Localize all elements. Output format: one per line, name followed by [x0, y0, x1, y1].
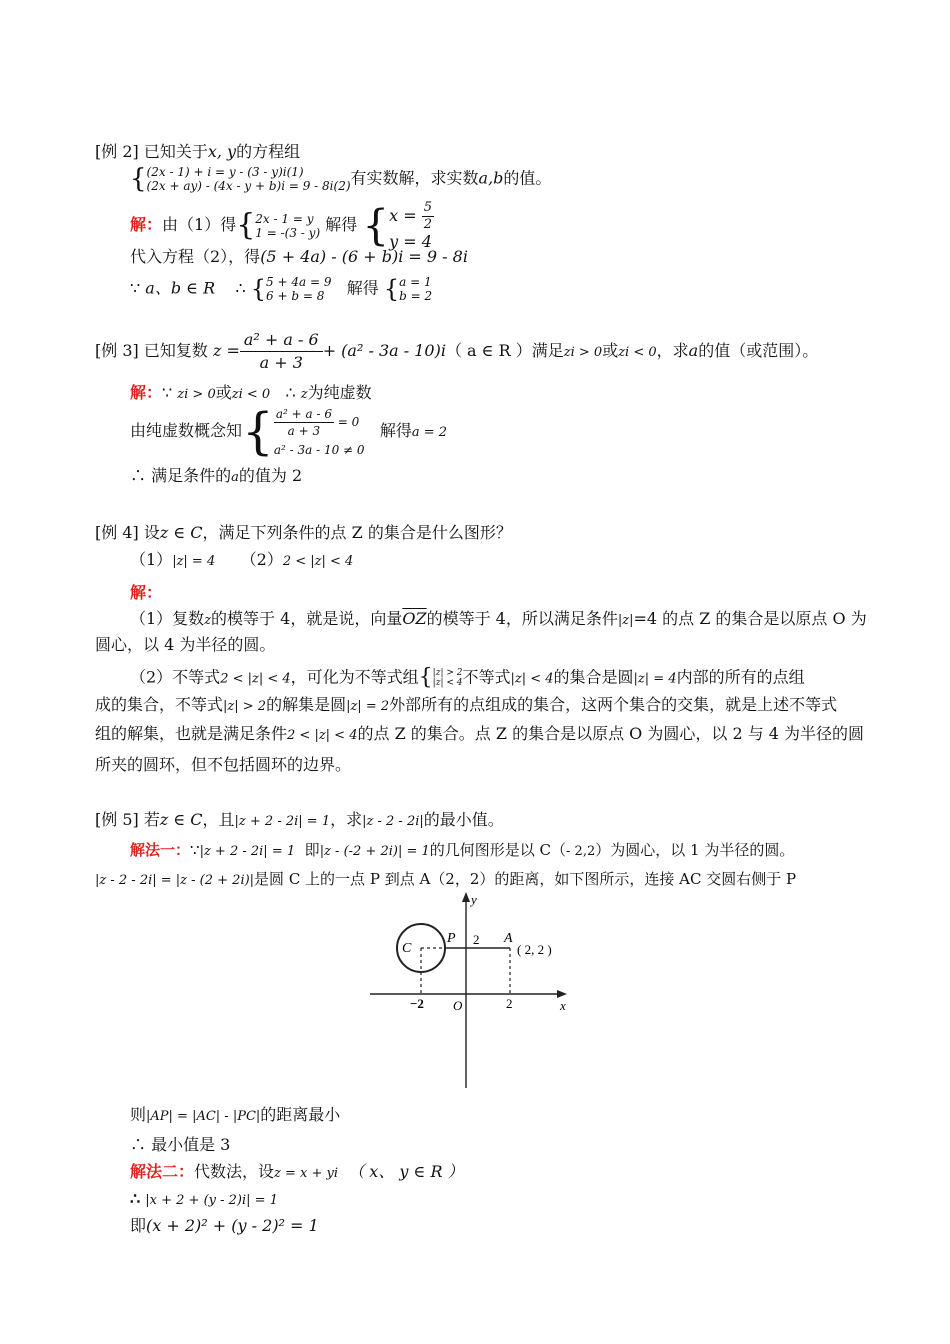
ex3-ask-end: 的值（或范围）。	[698, 341, 819, 360]
ex2-sub-eq: (5 + 4a) - (6 + b)i = 9 - 8i	[260, 247, 468, 266]
ex4-p1-abs: |z|	[617, 613, 634, 628]
ex2-x-den: 2	[423, 217, 432, 232]
ex5-min: ∴ 最小值是 3	[130, 1135, 231, 1154]
ex4-p1-b: 的模等于 4，就是说，向量	[211, 609, 403, 628]
ex2-eq2: (2x + ay) - (4x - y + b)i = 9 - 8i(2)	[146, 179, 351, 193]
label-x: x	[560, 998, 566, 1013]
ex3-tail: + (a² - 3a - 10)i	[322, 341, 446, 360]
ex5-cond: |z + 2 - 2i| = 1	[234, 814, 331, 829]
ex4-p2-sys	[433, 668, 463, 688]
ex2-x-eq: x =	[389, 206, 417, 225]
ex5-title	[95, 809, 504, 833]
ex2-x-num: 5	[423, 200, 432, 215]
ex3-f2: a² - 3a - 10 ≠ 0	[273, 443, 365, 457]
ex2-res-b: b = 2	[399, 289, 433, 303]
ex4-p1-d: =4 的点 Z 的集合是以原点 O 为	[633, 609, 867, 628]
ex4-p2-i: 组的解集，也就是满足条件	[95, 724, 288, 743]
ex4-q2: 2 < |z| < 4	[282, 554, 354, 569]
label-o: O	[453, 998, 463, 1013]
ex4-q1: |z| = 4	[172, 554, 216, 569]
ex4-p1-line1	[130, 608, 867, 632]
ex3-title-text: [例 3] 已知复数	[95, 341, 208, 360]
ex3-title	[95, 328, 818, 376]
ex3-concept-text: 由纯虚数概念知	[130, 421, 243, 440]
label-c: C	[402, 941, 412, 956]
label-a-coord: ( 2, 2 )	[517, 942, 552, 957]
ex2-system	[130, 164, 551, 194]
ex2-res	[399, 275, 432, 303]
ex5-m2-d: 即	[130, 1216, 147, 1235]
ex3-concept	[130, 404, 447, 460]
ex3-sol-label: 解：	[130, 383, 163, 402]
because-sign: ∵	[130, 278, 141, 298]
ex5-m1-e: |z - 2 - 2i| = |z - (2 + 2i)|	[95, 873, 255, 888]
brace: {	[250, 275, 267, 303]
ex4-p2-c4: |z| = 4	[633, 671, 677, 687]
ex4-title	[95, 522, 512, 544]
ex5-m2-eq2: (x + 2)² + (y - 2)² = 1	[146, 1216, 319, 1235]
ex5-m1-d: ）为圆心，以 1 为半径的圆。	[595, 841, 795, 859]
ex5-figure	[360, 888, 585, 1090]
brace: {	[362, 200, 390, 250]
ex3-ask: ，求	[656, 341, 689, 360]
ex2-ask: 有实数解，求实数	[350, 168, 479, 188]
ex5-m2-set: z = x + yi	[274, 1166, 339, 1181]
label-y: y	[471, 892, 477, 907]
ex4-sol-label: 解：	[130, 583, 163, 602]
ex4-q2-label: （2）	[240, 550, 283, 569]
ex3-s1: zi > 0	[177, 387, 216, 402]
ex5-t2: ，且	[202, 810, 235, 829]
ex5-m1-c: - 2,2	[566, 844, 596, 859]
ex2-solve: 解得	[325, 215, 358, 234]
ex4-p2-h: 外部所有的点组成的集合，这两个集合的交集，就是上述不等式	[389, 695, 838, 714]
ex2-sys2	[266, 275, 331, 303]
ex2-ask-vars: a,b	[478, 168, 504, 188]
ex5-m2-line1	[130, 1161, 464, 1185]
ex5-target: |z - 2 - 2i|	[362, 814, 424, 829]
ex4-p2-ineq: 2 < |z| < 4	[220, 671, 291, 687]
ex4-p2-c2: |z| = 2	[346, 699, 390, 714]
ex2-solution	[130, 200, 434, 251]
ex3-c2: zi < 0	[618, 345, 657, 360]
ex4-p2-a: （2）不等式	[130, 667, 221, 687]
ex3-solve: 解得	[379, 421, 412, 440]
brace: {	[383, 275, 400, 303]
ex4-p2-line2	[95, 694, 837, 718]
ex3-concept-sys	[274, 406, 365, 457]
ex4-zc: z ∈ C	[159, 523, 203, 542]
ex2-sub	[130, 246, 468, 268]
ex3-den: a + 3	[259, 353, 303, 372]
ex4-p2-lt: |z| < 4	[510, 671, 554, 687]
ex3-frac	[240, 329, 323, 374]
ex5-title-text: [例 5] 若	[95, 810, 160, 829]
ex4-p2-j: 的点 Z 的集合。点 Z 的集合是以原点 O 为圆心，以 2 与 4 为半径的圆	[357, 724, 865, 743]
ex5-m2-line3	[130, 1215, 319, 1237]
ex2-title-end: 的方程组	[236, 142, 301, 161]
ex3-cond: （ a ∈ R ）满足	[445, 341, 564, 360]
label-p: P	[447, 931, 456, 946]
ex5-t4: 的最小值。	[423, 810, 504, 829]
brace: {	[418, 665, 433, 690]
ex2-title-text: [例 2] 已知关于	[95, 142, 208, 161]
ex5-m2-a: 代数法，设	[194, 1162, 275, 1181]
ex5-t3: ，求	[330, 810, 363, 829]
label-neg2: −2	[410, 996, 424, 1011]
y-axis-arrow	[462, 892, 470, 902]
ex5-then-b: 的距离最小	[260, 1105, 341, 1124]
ex3-f-num: a² + a - 6	[275, 407, 332, 421]
ex2-sol-label: 解：	[130, 215, 163, 234]
ex4-p2-b: ，可化为不等式组	[290, 667, 419, 687]
ex2-final	[130, 274, 432, 304]
ex4-p2-f: 成的集合，不等式	[95, 695, 224, 714]
ex4-title-end: ，满足下列条件的点 Z 的集合是什么图形？	[202, 523, 512, 542]
because-sign: ∵	[162, 383, 173, 402]
ex4-p1-a: （1）复数	[130, 609, 205, 628]
ex4-p2-d: 的集合是圆	[553, 667, 634, 687]
ex5-m1-eq: |z - (-2 + 2i)| = 1	[319, 844, 430, 859]
ex2-result-xy	[389, 200, 434, 251]
ex3-f-frac	[274, 406, 334, 439]
ex4-p2-gt: |z| > 2	[223, 699, 267, 714]
ex5-m2-eq: |x + 2 + (y - 2)i| = 1	[145, 1193, 278, 1208]
ex4-q1-label: （1）	[130, 550, 173, 569]
ex4-p1-line2: 圆心，以 4 为半径的圆。	[95, 635, 276, 654]
ex4-p2-g: 的解集是圆	[266, 695, 347, 714]
therefore-sign: ∴	[130, 1189, 141, 1208]
ex3-c1: zi > 0	[563, 345, 603, 360]
ex2-sys1b: 1 = -(3 - y)	[255, 225, 321, 240]
ex2-sub-text: 代入方程（2），得	[130, 247, 261, 266]
ex3-num: a² + a - 6	[240, 329, 323, 352]
ex5-m1-cond: |z + 2 - 2i| = 1	[199, 844, 296, 859]
ex2-sol-text: 由（1）得	[162, 215, 237, 234]
ex5-m2-b: （ x、 y ∈ R ）	[348, 1162, 464, 1181]
ex4-questions	[130, 549, 353, 573]
ex4-p2-line1	[130, 663, 805, 693]
ex3-concl-var: a	[231, 470, 239, 485]
ex5-m1-f: 是圆 C 上的一点 P 到点 A（2，2）的距离，如下图所示，连接 AC 交圆右侧于 P	[254, 870, 797, 888]
ex3-concl	[130, 465, 302, 489]
therefore-sign: ∴	[285, 383, 296, 402]
ex2-sys1a: 2x - 1 = y	[255, 211, 314, 226]
ex5-m1-b: 的几何图形是以 C（	[429, 841, 567, 859]
ex3-or: 或	[602, 341, 619, 360]
ex3-concl-end: 的值为 2	[238, 466, 303, 485]
ex4-p2-c: 不等式	[462, 667, 511, 687]
ex2-x-frac	[422, 200, 434, 233]
ex3-a-var: a	[688, 341, 699, 360]
ex2-ask-end: 的值。	[503, 168, 552, 188]
ex2-y-eq: y = 4	[389, 232, 432, 251]
ex2-sys2b: 6 + b = 8	[266, 289, 325, 303]
ex2-eq1: (2x - 1) + i = y - (3 - y)i(1)	[146, 165, 304, 179]
x-axis-arrow	[557, 990, 567, 998]
ex2-sys2a: 5 + 4a = 9	[266, 275, 332, 289]
ex3-f-eq: = 0	[337, 415, 360, 429]
ex5-zc: z ∈ C	[159, 810, 203, 829]
ex2-sys1	[255, 212, 320, 240]
ex5-m2-line2	[130, 1188, 278, 1212]
ex3-concl-pre: ∴ 满足条件的	[130, 466, 232, 485]
ex4-p2-s1: |z| > 2	[432, 668, 463, 678]
ex3-pure: z	[300, 387, 308, 402]
ex4-p1-c: 的模等于 4，所以满足条件	[426, 609, 618, 628]
label-a: A	[504, 931, 513, 946]
ex5-then-a: 则	[130, 1105, 147, 1124]
ex3-z-eq: z =	[212, 341, 240, 360]
ex2-eqs	[147, 165, 351, 193]
brace: {	[236, 207, 256, 243]
ex5-then-eq: |AP| = |AC| - |PC|	[146, 1109, 261, 1124]
ex4-p1-z: z	[204, 613, 212, 628]
because-sign: ∵	[190, 841, 200, 859]
ex4-p2-ineq2: 2 < |z| < 4	[287, 728, 358, 743]
ex2-ab-real: a、b ∈ R	[145, 278, 216, 298]
ex3-f-den: a + 3	[287, 424, 321, 438]
brace: {	[242, 402, 274, 461]
ex3-pure-text: 为纯虚数	[307, 383, 372, 402]
ex3-s-or: 或	[215, 383, 232, 402]
ex4-title-text: [例 4] 设	[95, 523, 160, 542]
brace: {	[130, 164, 147, 194]
ex4-p2-s2: |z| < 4	[432, 678, 463, 688]
ex2-res-a: a = 1	[399, 275, 432, 289]
ex3-res: a = 2	[411, 425, 448, 440]
ex3-s2: zi < 0	[231, 387, 271, 402]
label-2-x: 2	[506, 996, 513, 1011]
ex4-p2-line4: 所夹的圆环，但不包括圆环的边界。	[95, 755, 352, 774]
ex4-p2-e: 内部的所有的点组	[676, 667, 805, 687]
ex5-then	[130, 1104, 340, 1128]
ex2-solve2: 解得	[346, 278, 379, 298]
ex5-m1-label: 解法一：	[130, 841, 191, 859]
ex2-title	[95, 141, 300, 163]
ex4-p1-vec: $\overline{OZ}$	[402, 609, 427, 628]
therefore-sign: ∴	[235, 278, 246, 298]
ex2-vars: x, y	[207, 142, 237, 161]
ex5-m1-line1	[130, 839, 794, 863]
ex4-p2-line3	[95, 723, 864, 747]
ex5-m2-label: 解法二：	[130, 1162, 195, 1181]
label-2-y: 2	[473, 932, 480, 947]
ex5-m1-a: 即	[304, 841, 320, 859]
